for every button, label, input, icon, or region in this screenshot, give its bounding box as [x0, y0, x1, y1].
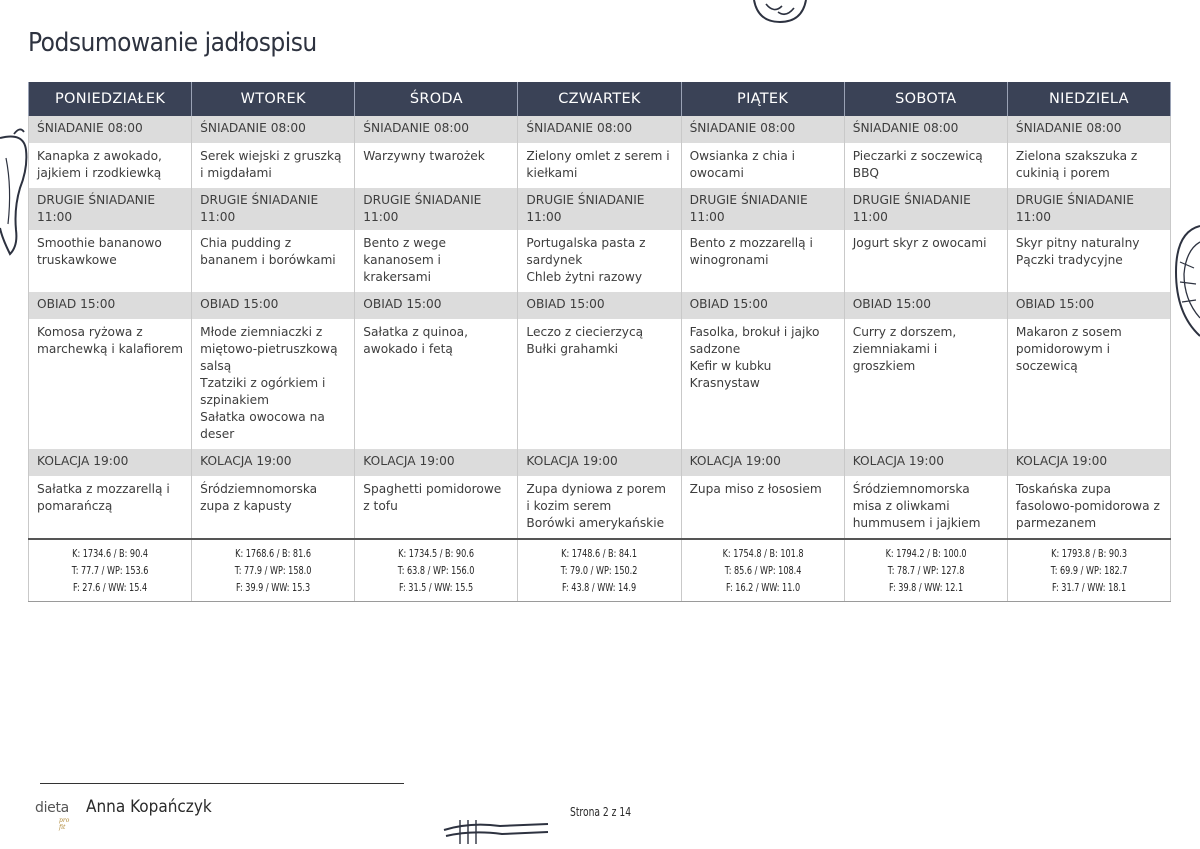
- second-breakfast-row: [29, 230, 1171, 292]
- meal-time-label: KOLACJA 19:00: [355, 449, 518, 476]
- meal-cell: [681, 143, 844, 188]
- meal-time-label: ŚNIADANIE 08:00: [844, 116, 1007, 143]
- nutrition-line: F: 31.7 / WW: 18.1: [1051, 581, 1126, 594]
- meal-time-label: ŚNIADANIE 08:00: [192, 116, 355, 143]
- meal-time-label: OBIAD 15:00: [355, 292, 518, 319]
- pepper-illustration: [0, 128, 28, 258]
- meal-cell: [29, 319, 192, 449]
- day-header-saturday: SOBOTA: [844, 82, 1007, 116]
- dish-name: Pączki tradycyjne: [1015, 253, 1123, 267]
- dish-name: Smoothie bananowo truskawkowe: [37, 236, 162, 267]
- breakfast-header-row: [29, 116, 1171, 143]
- dish-name: Borówki amerykańskie: [526, 516, 665, 530]
- lunch-row: [29, 319, 1171, 449]
- dish-name: Bułki grahamki: [526, 342, 619, 356]
- nutrition-line: K: 1793.8 / B: 90.3: [1050, 547, 1127, 560]
- fork-illustration: [440, 812, 550, 849]
- meal-cell: [844, 143, 1007, 188]
- nutrition-line: K: 1754.8 / B: 101.8: [722, 547, 804, 560]
- day-header-wednesday: ŚRODA: [355, 82, 518, 116]
- nutrition-summary-cell: [29, 539, 192, 602]
- nutrition-summary-cell: [192, 539, 355, 602]
- day-header-monday: PONIEDZIAŁEK: [29, 82, 192, 116]
- dish-name: Skyr pitny naturalny: [1015, 236, 1140, 250]
- dish-name: Kanapka z awokado, jajkiem i rzodkiewką: [37, 149, 162, 180]
- nutrition-line: F: 16.2 / WW: 11.0: [725, 581, 800, 594]
- dish-name: Chia pudding z bananem i borówkami: [200, 236, 336, 267]
- meal-cell: [1007, 143, 1170, 188]
- dieta-logo: [35, 800, 77, 831]
- meal-plan-table: [28, 82, 1171, 602]
- meal-time-label: DRUGIE ŚNIADANIE 11:00: [681, 188, 844, 230]
- leaf-illustration: [1172, 222, 1200, 340]
- day-header-row: [29, 82, 1171, 116]
- dish-name: Pieczarki z soczewicą BBQ: [852, 149, 983, 180]
- footer-divider: [40, 783, 404, 784]
- meal-time-label: ŚNIADANIE 08:00: [29, 116, 192, 143]
- meal-cell: [518, 230, 681, 292]
- dish-name: Kefir w kubku Krasnystaw: [689, 359, 772, 390]
- meal-cell: [1007, 230, 1170, 292]
- meal-cell: [29, 476, 192, 539]
- nutrition-line: F: 39.8 / WW: 12.1: [888, 581, 963, 594]
- page-title: Podsumowanie jadłospisu: [28, 28, 317, 58]
- logo-text: dieta: [35, 800, 69, 816]
- meal-cell: [844, 319, 1007, 449]
- nutrition-line: K: 1734.5 / B: 90.6: [398, 547, 475, 560]
- meal-time-label: OBIAD 15:00: [844, 292, 1007, 319]
- nutrition-line: K: 1794.2 / B: 100.0: [885, 547, 967, 560]
- dish-name: Fasolka, brokuł i jajko sadzone: [689, 325, 820, 356]
- dish-name: Młode ziemniaczki z miętowo-pietruszkową salsą: [200, 325, 338, 373]
- dish-name: Śródziemnomorska misa z oliwkami hummusem i jajkiem: [852, 482, 981, 530]
- meal-time-label: DRUGIE ŚNIADANIE 11:00: [844, 188, 1007, 230]
- meal-cell: [844, 230, 1007, 292]
- nutrition-line: T: 85.6 / WP: 108.4: [724, 564, 801, 577]
- meal-cell: [355, 319, 518, 449]
- meal-time-label: DRUGIE ŚNIADANIE 11:00: [29, 188, 192, 230]
- nutrition-line: F: 43.8 / WW: 14.9: [562, 581, 637, 594]
- dish-name: Zupa dyniowa z porem i kozim serem: [526, 482, 666, 513]
- meal-time-label: OBIAD 15:00: [681, 292, 844, 319]
- meal-cell: [844, 476, 1007, 539]
- dish-name: Bento z mozzarellą i winogronami: [689, 236, 813, 267]
- second-breakfast-header-row: [29, 188, 1171, 230]
- dish-name: Zielony omlet z serem i kiełkami: [526, 149, 670, 180]
- dinner-header-row: [29, 449, 1171, 476]
- meal-cell: [681, 476, 844, 539]
- meal-cell: [355, 476, 518, 539]
- nutrition-line: F: 31.5 / WW: 15.5: [399, 581, 474, 594]
- day-header-thursday: CZWARTEK: [518, 82, 681, 116]
- meal-time-label: OBIAD 15:00: [1007, 292, 1170, 319]
- meal-cell: [355, 230, 518, 292]
- nutrition-summary-cell: [1007, 539, 1170, 602]
- meal-time-label: OBIAD 15:00: [518, 292, 681, 319]
- nutrition-line: F: 39.9 / WW: 15.3: [236, 581, 311, 594]
- meal-cell: [518, 476, 681, 539]
- meal-time-label: DRUGIE ŚNIADANIE 11:00: [1007, 188, 1170, 230]
- meal-cell: [355, 143, 518, 188]
- meal-time-label: KOLACJA 19:00: [192, 449, 355, 476]
- dish-name: Bento z wege kananosem i krakersami: [363, 236, 446, 284]
- meal-time-label: ŚNIADANIE 08:00: [518, 116, 681, 143]
- page-number: Strona 2 z 14: [570, 805, 632, 819]
- nutrition-line: T: 78.7 / WP: 127.8: [887, 564, 965, 577]
- meal-time-label: OBIAD 15:00: [29, 292, 192, 319]
- top-ornament-illustration: [748, 0, 812, 26]
- nutrition-line: T: 79.0 / WP: 150.2: [561, 564, 638, 577]
- meal-cell: [192, 143, 355, 188]
- nutrition-line: T: 63.8 / WP: 156.0: [398, 564, 475, 577]
- dinner-row: [29, 476, 1171, 539]
- dish-name: Toskańska zupa fasolowo-pomidorowa z parmezanem: [1015, 482, 1160, 530]
- dish-name: Spaghetti pomidorowe z tofu: [363, 482, 502, 513]
- nutrition-summary-cell: [518, 539, 681, 602]
- meal-cell: [681, 319, 844, 449]
- logo-subtext: pro fit: [59, 817, 70, 831]
- author-name: Anna Kopańczyk: [86, 797, 212, 817]
- day-header-tuesday: WTOREK: [192, 82, 355, 116]
- dish-name: Warzywny twarożek: [363, 149, 485, 163]
- dish-name: Leczo z ciecierzycą: [526, 325, 644, 339]
- meal-cell: [681, 230, 844, 292]
- meal-cell: [518, 143, 681, 188]
- meal-time-label: KOLACJA 19:00: [518, 449, 681, 476]
- nutrition-line: K: 1748.6 / B: 84.1: [561, 547, 638, 560]
- dish-name: Komosa ryżowa z marchewką i kalafiorem: [37, 325, 184, 356]
- dish-name: Jogurt skyr z owocami: [852, 236, 987, 250]
- dish-name: Curry z dorszem, ziemniakami i groszkiem: [852, 325, 957, 373]
- meal-time-label: ŚNIADANIE 08:00: [681, 116, 844, 143]
- dish-name: Sałatka z quinoa, awokado i fetą: [363, 325, 469, 356]
- meal-time-label: OBIAD 15:00: [192, 292, 355, 319]
- nutrition-line: K: 1734.6 / B: 90.4: [72, 547, 148, 560]
- dish-name: Zupa miso z łososiem: [689, 482, 822, 496]
- meal-cell: [192, 230, 355, 292]
- meal-cell: [192, 319, 355, 449]
- day-header-sunday: NIEDZIELA: [1007, 82, 1170, 116]
- dish-name: Portugalska pasta z sardynek: [526, 236, 646, 267]
- meal-cell: [1007, 319, 1170, 449]
- nutrition-summary-cell: [844, 539, 1007, 602]
- meal-cell: [29, 143, 192, 188]
- dish-name: Serek wiejski z gruszką i migdałami: [200, 149, 342, 180]
- nutrition-line: T: 77.7 / WP: 153.6: [71, 564, 149, 577]
- dish-name: Sałatka owocowa na deser: [200, 410, 325, 441]
- lunch-header-row: [29, 292, 1171, 319]
- meal-plan-body: [29, 116, 1171, 602]
- meal-time-label: KOLACJA 19:00: [1007, 449, 1170, 476]
- meal-cell: [192, 476, 355, 539]
- dish-name: Zielona szakszuka z cukinią i porem: [1015, 149, 1138, 180]
- dish-name: Owsianka z chia i owocami: [689, 149, 796, 180]
- meal-time-label: KOLACJA 19:00: [844, 449, 1007, 476]
- meal-time-label: DRUGIE ŚNIADANIE 11:00: [518, 188, 681, 230]
- meal-time-label: KOLACJA 19:00: [681, 449, 844, 476]
- meal-time-label: DRUGIE ŚNIADANIE 11:00: [355, 188, 518, 230]
- meal-time-label: KOLACJA 19:00: [29, 449, 192, 476]
- dish-name: Chleb żytni razowy: [526, 270, 643, 284]
- dish-name: Makaron z sosem pomidorowym i soczewicą: [1015, 325, 1122, 373]
- meal-time-label: DRUGIE ŚNIADANIE 11:00: [192, 188, 355, 230]
- breakfast-row: [29, 143, 1171, 188]
- meal-time-label: ŚNIADANIE 08:00: [355, 116, 518, 143]
- nutrition-line: F: 27.6 / WW: 15.4: [72, 581, 148, 594]
- meal-cell: [518, 319, 681, 449]
- nutrition-summary-row: [29, 539, 1171, 602]
- meal-cell: [1007, 476, 1170, 539]
- day-header-friday: PIĄTEK: [681, 82, 844, 116]
- nutrition-line: T: 69.9 / WP: 182.7: [1050, 564, 1128, 577]
- nutrition-summary-cell: [355, 539, 518, 602]
- nutrition-line: K: 1768.6 / B: 81.6: [235, 547, 312, 560]
- dish-name: Sałatka z mozzarellą i pomarańczą: [37, 482, 170, 513]
- dish-name: Tzatziki z ogórkiem i szpinakiem: [200, 376, 326, 407]
- meal-time-label: ŚNIADANIE 08:00: [1007, 116, 1170, 143]
- meal-cell: [29, 230, 192, 292]
- nutrition-line: T: 77.9 / WP: 158.0: [234, 564, 312, 577]
- dish-name: Śródziemnomorska zupa z kapusty: [200, 482, 318, 513]
- nutrition-summary-cell: [681, 539, 844, 602]
